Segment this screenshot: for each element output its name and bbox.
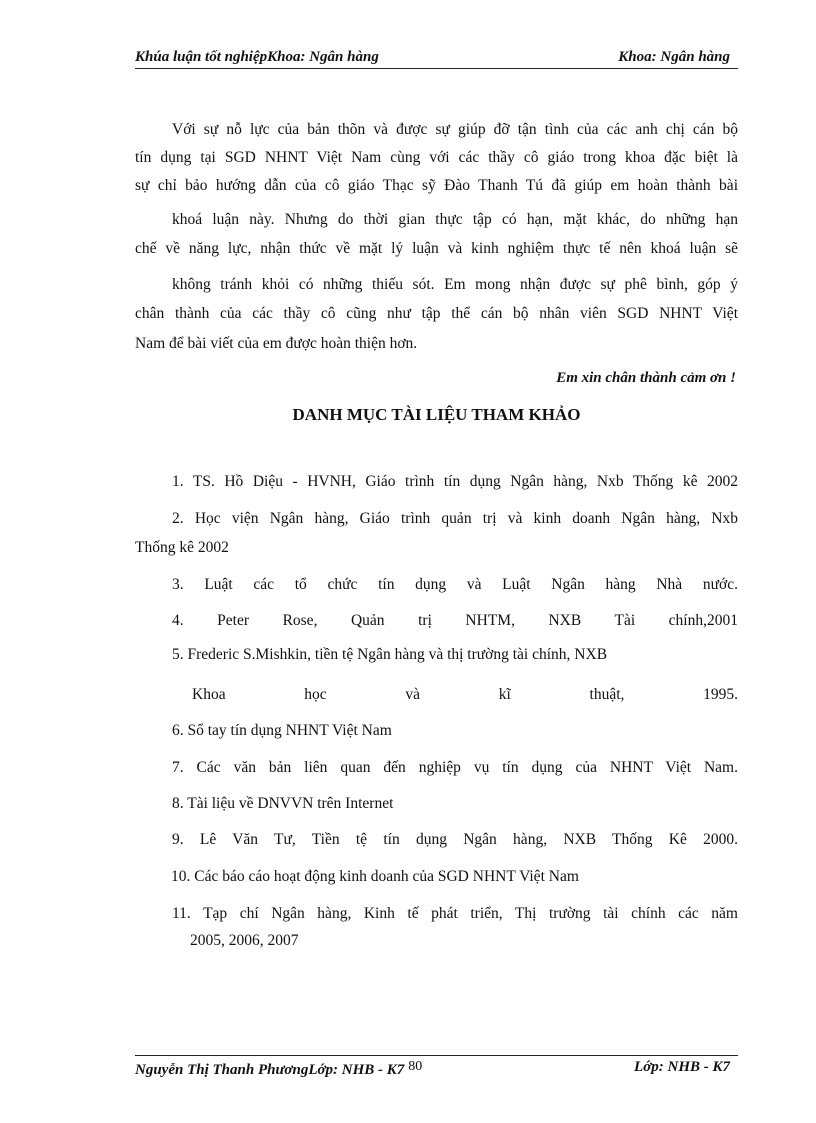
paragraph-line: Với sự nỗ lực của bản thõn và được sự giúp đỡ tận tình của các anh chị cán bộ bbox=[172, 121, 738, 138]
header-right: Khoa: Ngân hàng bbox=[618, 49, 730, 65]
reference-item-continued: Thống kê 2002 bbox=[135, 539, 229, 556]
paragraph-line: tín dụng tại SGD NHNT Việt Nam cùng với các thầy cô giáo trong khoa đặc biệt là bbox=[135, 149, 738, 166]
reference-item: 3. Luật các tổ chức tín dụng và Luật Ngân hàng Nhà nước. bbox=[172, 576, 738, 593]
paragraph-line: sự chỉ bảo hướng dẫn của cô giáo Thạc sỹ Đào Thanh Tú đã giúp em hoàn thành bài bbox=[135, 177, 738, 194]
reference-item: 2. Học viện Ngân hàng, Giáo trình quản trị và kinh doanh Ngân hàng, Nxb bbox=[172, 510, 738, 527]
section-title: DANH MỤC TÀI LIỆU THAM KHẢO bbox=[292, 405, 581, 424]
paragraph-line: Nam để bài viết của em được hoàn thiện hơn. bbox=[135, 335, 418, 352]
reference-item: 7. Các văn bản liên quan đến nghiệp vụ tín dụng của NHNT Việt Nam. bbox=[172, 759, 738, 776]
header-left: Khúa luận tốt nghiệpKhoa: Ngân hàng bbox=[135, 49, 379, 65]
paragraph-line: chế về năng lực, nhận thức về mặt lý luận và kinh nghiệm thực tế nên khoá luận sẽ bbox=[135, 240, 738, 257]
paragraph-line: không tránh khỏi có những thiếu sót. Em mong nhận được sự phê bình, góp ý bbox=[172, 276, 738, 293]
paragraph-line: chân thành của các thầy cô cũng như tập thể cán bộ nhân viên SGD NHNT Việt bbox=[135, 305, 738, 322]
reference-item: 9. Lê Văn Tư, Tiền tệ tín dụng Ngân hàng, NXB Thống Kê 2000. bbox=[172, 831, 738, 848]
reference-item: 4. Peter Rose, Quản trị NHTM, NXB Tài chính,2001 bbox=[172, 612, 738, 629]
reference-item: 6. Sổ tay tín dụng NHNT Việt Nam bbox=[172, 722, 392, 739]
footer-rule bbox=[135, 1055, 738, 1056]
reference-item: 8. Tài liệu về DNVVN trên Internet bbox=[172, 795, 394, 812]
paragraph-line: khoá luận này. Nhưng do thời gian thực tập có hạn, mặt khác, do những hạn bbox=[172, 211, 738, 228]
header-rule bbox=[135, 68, 738, 69]
thanks-line: Em xin chân thành cảm ơn ! bbox=[556, 370, 736, 386]
page-footer bbox=[135, 1059, 738, 1079]
footer-right: Lớp: NHB - K7 bbox=[634, 1059, 730, 1075]
reference-item-continued: 2005, 2006, 2007 bbox=[190, 932, 299, 949]
reference-item: 11. Tạp chí Ngân hàng, Kinh tế phát triển, Thị trường tài chính các năm bbox=[172, 905, 738, 922]
page-number: 80 bbox=[408, 1059, 423, 1074]
reference-item-continued: Khoa học và kĩ thuật, 1995. bbox=[192, 686, 738, 703]
reference-item: 1. TS. Hồ Diệu - HVNH, Giáo trình tín dụng Ngân hàng, Nxb Thống kê 2002 bbox=[172, 473, 738, 490]
page-header bbox=[135, 49, 738, 66]
reference-item: 5. Frederic S.Mishkin, tiền tệ Ngân hàng và thị trường tài chính, NXB bbox=[172, 646, 608, 663]
footer-left: Nguyễn Thị Thanh PhươngLớp: NHB - K7 bbox=[135, 1062, 405, 1078]
reference-item: 10. Các báo cáo hoạt động kinh doanh của SGD NHNT Việt Nam bbox=[171, 868, 579, 885]
